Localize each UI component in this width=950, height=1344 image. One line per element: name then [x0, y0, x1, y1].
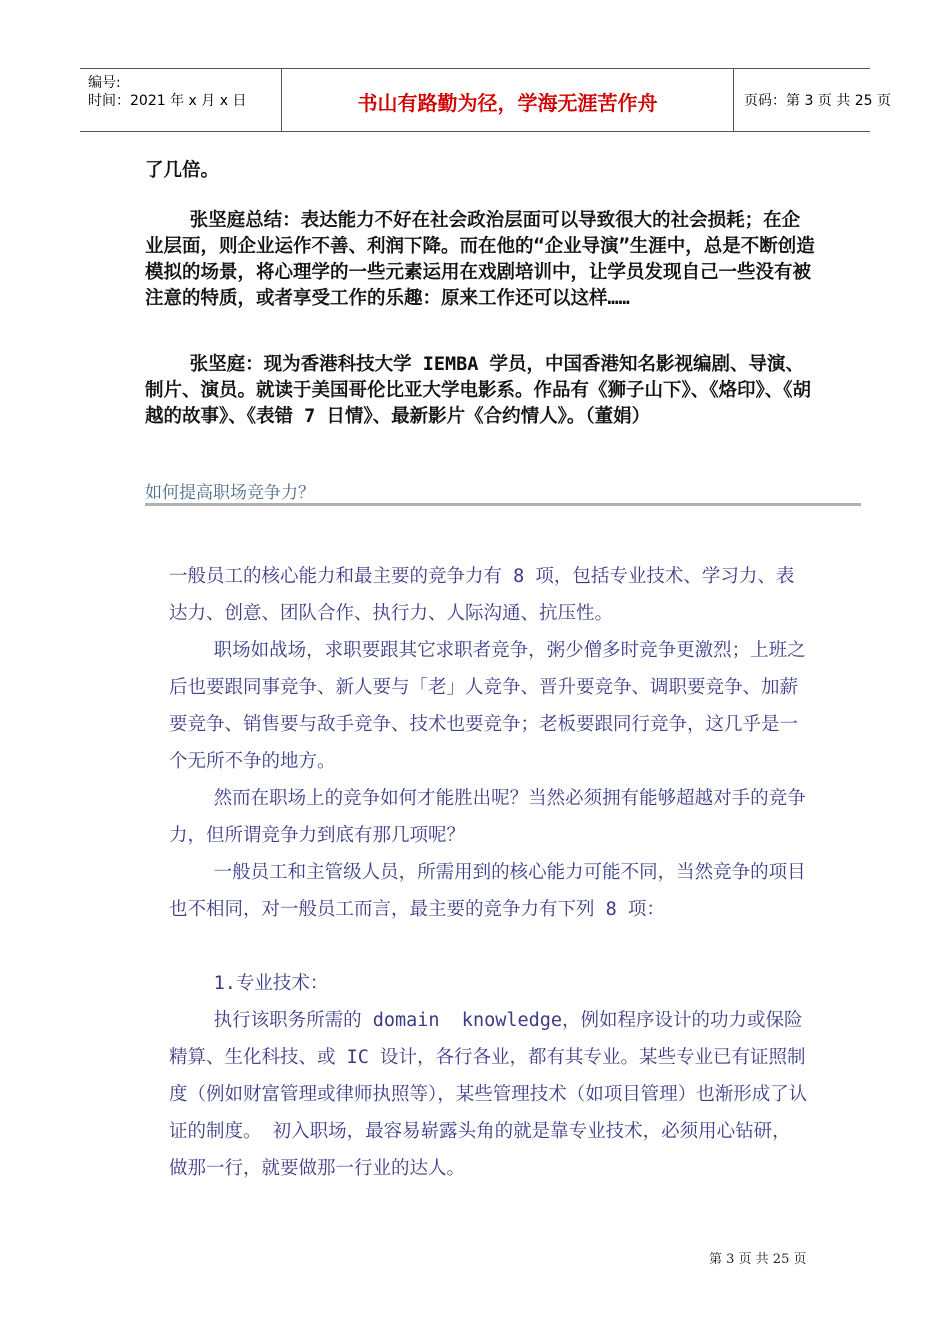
paragraph-eight-items: 一般员工和主管级人员，所需用到的核心能力可能不同，当然竞争的项目也不相同，对一般员工而言，最主要的竞争力有下列 8 项：	[169, 862, 806, 920]
paragraph-core-skills: 一般员工的核心能力和最主要的竞争力有 8 项，包括专业技术、学习力、表达力、创意、团队合作、执行力、人际沟通、抗压性。	[169, 566, 795, 624]
paragraph-bio: 张坚庭：现为香港科技大学 IEMBA 学员，中国香港知名影视编剧、导演、制片、演员。就读于美国哥伦比亚大学电影系。作品有《狮子山下》、《烙印》、《胡越的故事》、《表错 7 日情》、最新影片《合约情人》。（董娟）	[145, 354, 812, 427]
paragraph-professional: 执行该职务所需的 domain knowledge，例如程序设计的功力或保险精算、生化科技、或 IC 设计，各行各业，都有其专业。某些专业已有证照制度（例如财富管理或律师执照等），某些管理技术（如项目管理）也渐形成了认证的制度。 初入职场，最容易崭露头角的就是靠专业技术，必须用心钻研，做那一行，就要做那一行业的达人。	[169, 1010, 808, 1179]
page-code: 页码：第 3 页 共 25 页	[744, 93, 891, 109]
paragraph-competition: 职场如战场，求职要跟其它求职者竞争，粥少僧多时竞争更激烈；上班之后也要跟同事竞争、新人要与「老」人竞争、晋升要竞争、调职要竞争、加薪要竞争、销售要与敌手竞争、技术也要竞争；老板要跟同行竞争，这几乎是一个无所不争的地方。	[169, 640, 806, 772]
serial-label: 编号:	[88, 75, 121, 91]
header-page-cell	[734, 69, 891, 131]
motto-text: 书山有路勤为径，学海无涯苦作舟	[357, 91, 658, 115]
header-motto-cell	[282, 69, 734, 131]
paragraph-summary: 张坚庭总结：表达能力不好在社会政治层面可以导致很大的社会损耗；在企业层面，则企业运作不善、利润下降。而在他的“企业导演”生涯中，总是不断创造模拟的场景，将心理学的一些元素运用在戏剧培训中，让学员发现自己一些没有被注意的特质，或者享受工作的乐趣：原来工作还可以这样……	[145, 210, 815, 309]
paragraph-question: 然而在职场上的竞争如何才能胜出呢？当然必须拥有能够超越对手的竞争力，但所谓竞争力到底有那几项呢？	[169, 788, 806, 846]
section-divider	[145, 503, 861, 506]
list-heading-professional: 1.专业技术：	[169, 973, 329, 994]
paragraph-continuation: 了几倍。	[145, 160, 220, 181]
section-title: 如何提高职场竞争力？	[145, 483, 315, 503]
header-table	[80, 68, 891, 132]
time-text: 时间：2021 年 x 月 x 日	[88, 93, 247, 109]
page-footer: 第 3 页 共 25 页	[709, 1252, 807, 1267]
header-left-cell	[80, 69, 282, 131]
